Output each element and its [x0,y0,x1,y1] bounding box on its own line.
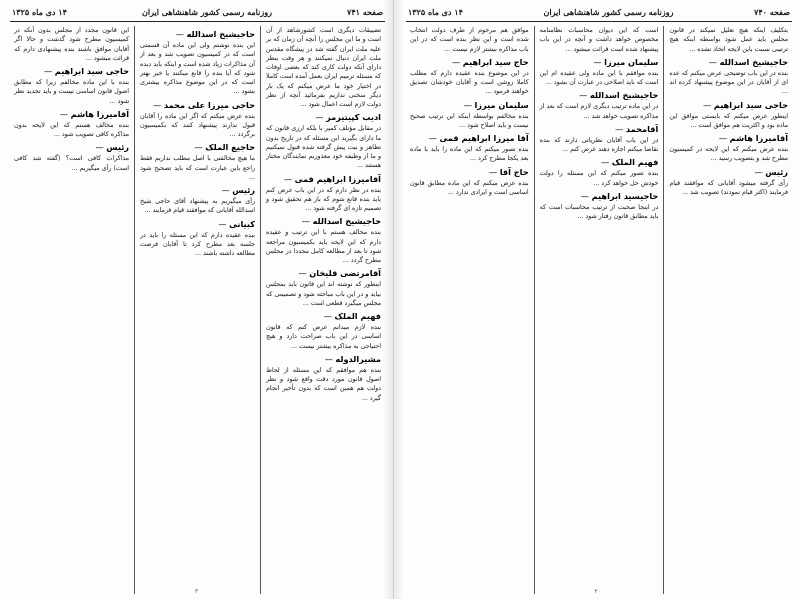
gutter-shadow [394,0,404,599]
page-number: ۲ [594,588,598,595]
left-columns [10,26,385,594]
speech-paragraph: بنده عرض میکنم که این ماده مطابق قانون اساسی است و ایرادی ندارد ... [409,179,529,196]
left-page-header [10,6,385,22]
speech-paragraph: بنده تصور میکنم که این مسئله را دولت خودش حل خواهد کرد ... [539,170,659,187]
right-columns [406,26,792,594]
column-rule [663,26,664,594]
speaker-name: سلیمان میرزا [474,99,529,110]
speaker-dash: — [301,216,313,227]
speaker-dash: — [95,142,107,153]
speaker-dash: — [221,185,233,195]
right-page-header [406,6,792,22]
speaker-heading [669,57,788,68]
speaker-dash: — [315,112,326,123]
speaker-name: رئیس [765,166,788,177]
speech-paragraph: است که این دیوان محاسبات نظامنامه مخصوص خواهد داشت و آنچه در این باب پیشنهاد شده است قرائت میشود ... [539,27,659,53]
page-number: ۳ [194,588,199,595]
speech-paragraph: این قانون مجدد از مجلس بدون آنکه در کمیسیون مطرح شود گذشت و حالا اگر آقایان موافق باشند بنده پیشنهادی دارم که قرائت میشود ... [14,27,129,62]
speaker-heading [410,167,529,178]
speaker-name: آقامحمد [625,123,659,134]
speaker-dash: — [718,133,730,143]
speaker-dash: — [59,108,71,119]
speaker-dash: — [298,268,310,279]
speaker-dash: — [601,157,612,168]
speech-paragraph: بنده در این باب توضیحی عرض میکنم که عده ای از آقایان در این موضوع پیشنهاد کرده اند ... [669,69,788,96]
speaker-heading [266,174,381,185]
text-column [10,26,133,594]
speaker-heading [14,109,129,120]
column-rule [260,26,261,594]
speaker-heading [266,311,381,322]
speaker-name: فهیم الملک [334,311,381,321]
speaker-name: کبیانی [229,218,255,229]
speaker-name: حاجیع الملک [205,142,255,153]
speaker-name: ادیب کپیتیرمر [326,112,381,123]
speaker-heading [669,133,788,144]
speaker-name: آقامرتضی قلیخان [309,268,381,279]
speech-paragraph: ما هیچ مخالفتی با اصل مطلب نداریم فقط راجع باین عبارت است که باید تصحیح شود ... [140,155,255,181]
speaker-heading [669,100,788,111]
speaker-dash: — [324,353,336,364]
speech-paragraph: بنده موافقم با این ماده ولی عقیده ام این است که باید اصلاحی در عبارت آن بشود ... [539,69,659,86]
speaker-heading [540,191,659,202]
speaker-heading [669,167,788,178]
speaker-name: حاجی میرزا علی محمد [163,99,255,110]
speaker-name: رئیس [232,185,255,195]
issue-date: ۱۴ دی ماه ۱۳۲۵ [12,7,67,17]
speech-paragraph: در اینجا صحبت از ترتیب محاسبات است که باید مطابق قانون رفتار شود ... [539,203,659,220]
speech-paragraph: بنده عرض میکنم که اگر این ماده را آقایان قبول ندارند پیشنهاد کنند که بکمیسیون برگردد ... [140,112,255,138]
text-column [536,26,663,594]
gazette-title: روزنامه رسمی کشور شاهنشاهی ایران [543,7,674,17]
speaker-heading [540,57,659,68]
speaker-heading [140,100,255,111]
page-label: صفحه ۷۴۰ [754,7,790,17]
speech-paragraph: مذاکرات کافی است؟ (گفته شد کافی است) رأی میگیریم ... [14,155,129,172]
speaker-dash: — [615,123,626,134]
text-column [406,26,533,594]
speech-paragraph: بنده مخالف هستم که این لایحه بدون مذاکره کافی تصویب شود ... [14,121,129,138]
speaker-dash: — [153,99,164,110]
speaker-name: آقامیرزا ابراهیم قمی [294,173,381,184]
speaker-name: آقامیرزا هاشم [729,133,788,143]
speaker-heading [140,29,255,40]
speaker-heading [266,268,381,279]
speaker-dash: — [194,142,206,153]
speaker-dash: — [580,190,592,201]
speaker-heading [266,112,381,123]
speaker-heading [140,142,255,153]
speaker-dash: — [488,166,500,177]
speaker-dash: — [593,56,605,67]
speech-paragraph: رأی میگیریم به پیشنهاد آقای حاجی شیخ اسدالله آقایانی که موافقند قیام فرمایند ... [140,198,255,215]
gazette-title: روزنامه رسمی کشور شاهنشاهی ایران [141,7,272,17]
speaker-heading [140,219,255,230]
speech-paragraph: در این موضوع بنده عقیده دارم که مطلب کاملا روشن است و آقایان خودشان تصدیق خواهند فرمود ... [409,69,529,96]
speech-paragraph: موافق هم مرحوم از طرف دولت انتخاب شده است و این نظر بنده است که در این باب مذاکره بیشتر لازم نیست ... [409,27,529,53]
speaker-heading [540,157,659,168]
speech-paragraph: در مقابل مؤتلف کمیر با بلکه ارزی قانون که ما دارای بگیرید این مسئله که در تاریخ بدون تظاهر و نیت پیش گرفته شده قبول نمیکنیم و ما از وظیفه خود معذوریم نمایندگان مختار هستند ... [266,125,381,170]
speech-paragraph: در این باب آقایان نظریاتی دارند که بنده تقاضا میکنم اجازه دهند عرض کنم ... [539,136,659,153]
speaker-dash: — [754,166,766,177]
speech-paragraph: بنده مخالفم بواسطه اینکه این ترتیب صحیح نیست و باید اصلاح شود ... [409,112,529,129]
speech-paragraph: بنده عرض میکنم که این لایحه در کمیسیون مطرح شد و بتصویب رسید ... [669,146,788,163]
text-column [665,26,792,594]
speaker-name: حاجیشیخ اسدالله [589,90,659,101]
speaker-heading [266,216,381,227]
speech-paragraph: بنده در نظر دارم که در این باب عرض کنم باید بنده قانع شوم که باز هم تحقیق شود و تصمیم تازه ای گرفته شود ... [266,186,381,212]
speaker-dash: — [283,173,295,184]
speaker-heading [410,133,529,144]
speaker-name: سلیمان میرزا [604,56,659,67]
left-page [0,0,393,599]
text-column [262,26,385,594]
speech-paragraph: بنده مخالف هستم با این ترتیب و عقیده دارم که این لایحه باید بکمیسیون مراجعه شود تا بعد از مطالعه کامل مجددا در مجلس مطرح گردد ... [266,229,381,264]
speaker-dash: — [579,90,590,101]
speaker-heading [14,66,129,77]
speech-paragraph: رأی گرفته میشود آقایانی که موافقند قیام فرمایند (اکثر قیام نمودند) تصویب شد ... [669,179,788,196]
speaker-dash: — [323,311,335,321]
right-page [393,0,798,599]
speaker-heading [410,100,529,111]
speaker-name: فهیم الملک [611,157,659,168]
speaker-name: حاج سید ابراهیم [462,56,529,67]
speaker-heading [140,185,255,196]
speech-paragraph: تضییقات دیگری است کشورشاهد از آن است و ما این مجلس را آنچه آن زمان که بر علیه ملت ایران گفته شد در پیشگاه مقدس ملت ایران دنبال نمیکنند و هر وقت بنظر دارای آنکه دولت کاری کند که بعضی اوقات که مسئله ترمیم ایران بعمل آمده است کاملا در اختیار خود ما عرض میکنم که یک بار دیگر سخنی نداریم بفرمائید آنچه از نظر دولت لازم است اعمال شود ... [266,27,381,108]
speaker-dash: — [463,99,475,110]
column-rule [134,26,135,594]
speaker-name: حاجی سید ابراهیم [54,66,129,76]
speaker-name: حاجیسید ابراهیم [591,190,659,201]
gutter-shadow [383,0,393,599]
speaker-dash: — [175,29,187,39]
speaker-heading [266,354,381,365]
speech-paragraph: بنده عقیده دارم که این مسئله را باید در جلسه بعد مطرح کرد تا آقایان فرصت مطالعه داشته باشند ... [140,231,255,257]
speaker-heading [540,90,659,101]
speaker-name: مشیرالدوله [335,353,381,364]
speech-paragraph: اینطور عرض میکنم که بایستی موافق این ماده بود و اکثریت هم موافق است ... [669,112,788,129]
speaker-name: حاجیشیخ اسدالله [186,29,255,39]
speech-paragraph: در این ماده ترتیب دیگری لازم است که بعد از مذاکره تصویب خواهد شد ... [539,103,659,120]
issue-date: ۱۴ دی ماه ۱۳۲۵ [408,7,463,17]
speaker-dash: — [43,66,55,76]
speech-paragraph: بنده تصور میکنم که این ماده را باید با ماده بعد یکجا مطرح کرد ... [409,146,529,163]
speaker-dash: — [708,56,720,67]
speaker-heading [14,142,129,153]
speaker-dash: — [428,133,440,143]
speech-paragraph: اینطور که نوشته اند این قانون باید بمجلس بیاید و در این باب مباحثه شود و تصمیمی که مجلس میگیرد قطعی است ... [266,281,381,307]
speech-paragraph: بنده لازم میدانم عرض کنم که قانون اساسی در این باب صراحت دارد و هیچ احتیاجی به مذاکره بیشتر نیست ... [266,324,381,350]
speaker-name: حاجی سید ابراهیم [713,99,788,110]
speaker-heading [410,57,529,68]
speech-paragraph: این بنده نوشتم ولی این ماده آن قسمتی است که در کمیسیون تصویب شد و بعد از آن مذاکرات زیاد شده است و اینکه باید دیده شود که آیا بنده را قانع میکنند یا خیر بهتر است که در این موضوع مذاکره بیشتری بشود ... [140,42,255,96]
speaker-name: آقامیرزا هاشم [70,108,129,119]
speech-paragraph: بتکلیف اینکه هیچ تعلیل نمیکند در قانون مجلس باید عمل شود بواسطه اینکه هیچ ترتیبی نسبت باین لایحه اتخاذ نشده ... [669,27,788,53]
speech-paragraph: بنده هم موافقم که این مسئله از لحاظ اصول قانون مورد دقت واقع شود و نظر دولت هم همین است که بدون تأخیر انجام گیرد ... [266,366,381,402]
text-column [136,26,259,594]
speaker-name: آقا میرزا ابراهیم قمی [439,133,529,143]
speaker-name: حاجیشیخ اسدالله [719,56,788,67]
column-rule [534,26,535,594]
speech-paragraph: بنده با این ماده مخالفم زیرا که مطابق اصول قانون اساسی نیست و باید تجدید نظر شود ... [14,79,129,105]
speaker-dash: — [451,56,463,67]
speaker-dash: — [218,218,230,229]
speaker-name: حاج آقا [499,166,529,177]
page-label: صفحه ۷۴۱ [347,7,383,17]
speaker-name: حاجیشیخ اسدالله [312,216,381,227]
speaker-name: رئیس [106,142,129,153]
speaker-dash: — [702,99,714,110]
speaker-heading [540,124,659,135]
